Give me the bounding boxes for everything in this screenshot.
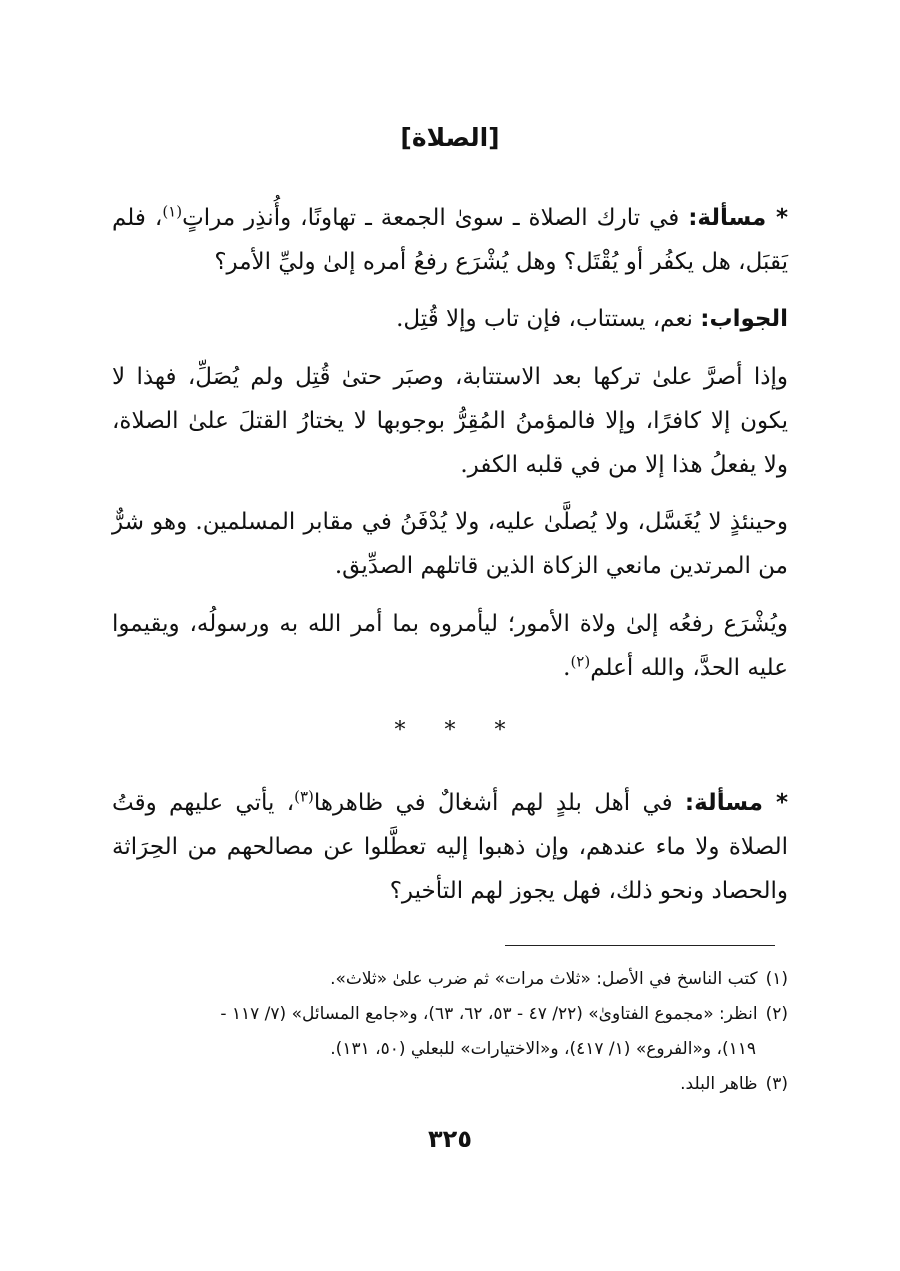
page-number: ٣٢٥: [428, 1125, 472, 1153]
answer-text: نعم، يستتاب، فإن تاب وإلا قُتِل.: [396, 306, 701, 332]
separator-star: *: [394, 718, 406, 743]
footnote-2-continuation: ١١٩)، و«الفروع» (١/ ٤١٧)، و«الاختيارات» للبعلي (٥٠، ١٣١).: [330, 1039, 756, 1059]
section-separator: [0, 718, 900, 743]
footnote-number: (١): [765, 969, 788, 989]
question-marker: *: [762, 790, 788, 816]
footnote-number: (٣): [765, 1074, 788, 1094]
footnote-number: (٢): [765, 1004, 788, 1024]
question-text-b: ، يأتي عليهم وقتُ الصلاة ولا ماء عندهم، وإن ذهبوا إليه تعطَّلوا عن مصالحهم من الحِرَاثة والحصاد ونحو ذلك، فهل يجوز لهم التأخير؟: [112, 790, 788, 904]
footnote-divider: [505, 945, 775, 946]
question-text-a: في تارك الصلاة ـ سوىٰ الجمعة ـ تهاونًا، وأُنذِر مراتٍ: [182, 205, 689, 231]
footnote-text: كتب الناسخ في الأصل: «ثلاث مرات» ثم ضرب علىٰ «ثلاث».: [330, 969, 758, 989]
question-text-b: ، فلم يَقبَل، هل يكفُر أو يُقْتَل؟ وهل يُشْرَع رفعُ أمره إلىٰ وليِّ الأمر؟: [112, 205, 788, 275]
footnote-3: [112, 1067, 788, 1102]
paragraph-text: ويُشْرَع رفعُه إلىٰ ولاة الأمور؛ ليأمروه بما أمر الله به ورسولُه، ويقيموا عليه الحدَّ، والله أعلم: [112, 611, 788, 681]
question-label: مسألة:: [684, 790, 763, 816]
paragraph-text: وإذا أصرَّ علىٰ تركها بعد الاستتابة، وصبَر حتىٰ قُتِل ولم يُصَلِّ، فهذا لا يكون إلا كافرًا، وإلا فالمؤمنُ المُقِرُّ بوجوبها لا يختارُ القتلَ علىٰ الصلاة، ولا يفعلُ هذا إلا من في قلبه الكفر.: [112, 364, 788, 478]
footnote-1: [112, 962, 788, 997]
question-text-a: في أهل بلدٍ لهم أشغالٌ في ظاهرها: [313, 790, 685, 816]
question-2-paragraph: [112, 781, 788, 913]
answer-paragraph: [112, 297, 788, 341]
body-paragraph-2: [112, 500, 788, 588]
question-1-paragraph: [112, 196, 788, 284]
footnote-ref-2: (٢): [570, 652, 591, 671]
body-paragraph-3: [112, 602, 788, 690]
section-title: [الصلاة]: [400, 123, 500, 152]
paragraph-text: وحينئذٍ لا يُغَسَّل، ولا يُصلَّىٰ عليه، ولا يُدْفَنُ في مقابر المسلمين. وهو شرٌّ من المرتدين مانعي الزكاة الذين قاتلهم الصدِّيق.: [112, 509, 788, 579]
paragraph-end: .: [563, 655, 571, 681]
footnote-text: ظاهر البلد.: [680, 1074, 758, 1094]
question-marker: *: [766, 205, 788, 231]
footnote-2: [112, 997, 788, 1032]
question-label: مسألة:: [688, 205, 767, 231]
footnotes: [112, 962, 788, 1102]
footnote-ref-1: (١): [162, 202, 183, 221]
separator-star: *: [444, 718, 456, 743]
footnote-text: انظر: «مجموع الفتاوىٰ» (٢٢/ ٤٧ - ٥٣، ٦٢، ٦٣)، و«جامع المسائل» (٧/ ١١٧ -: [220, 1004, 758, 1024]
answer-label: الجواب:: [700, 306, 788, 332]
footnote-ref-3: (٣): [294, 787, 314, 806]
body-paragraph-1: [112, 355, 788, 487]
separator-star: *: [494, 718, 506, 743]
